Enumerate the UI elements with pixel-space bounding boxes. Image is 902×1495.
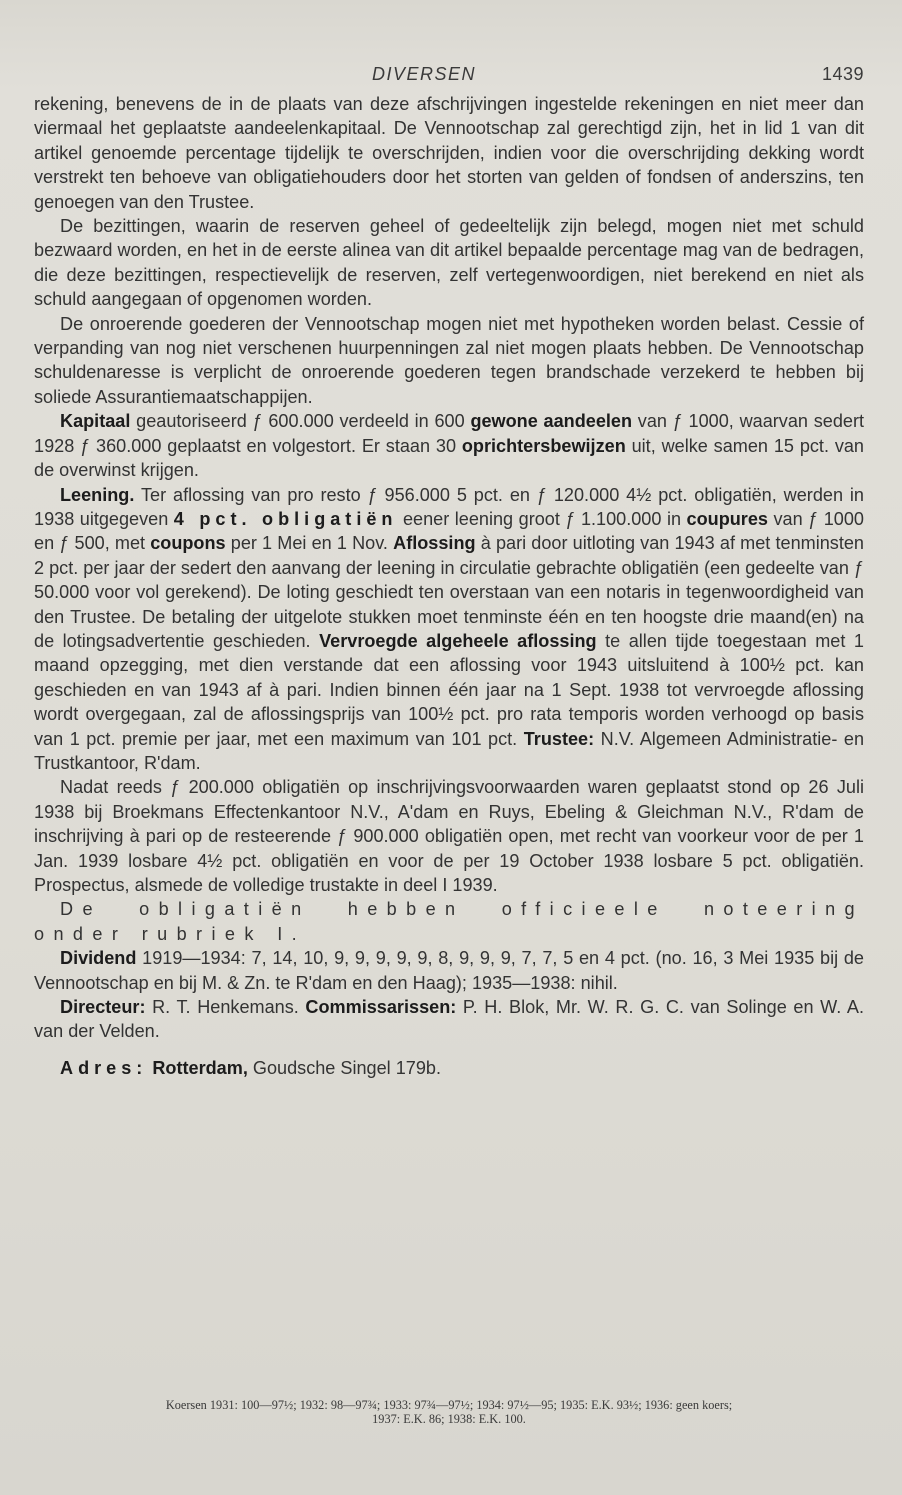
price-footnote [34,1398,864,1426]
loan-text-5: à pari door uitloting van 1943 af met tenminsten 2 pct. per jaar der sedert den aanvang der leening in circulatie gebrachte obligatiën (een gedeelte van ƒ 50.000 voor vol gerekend). De loting geschiedt ten overstaan van een notaris in tegenwoordigheid van den Trustee. De betaling der uitgelote stukken moet tenminste één en ten hoogste drie maand(en) na de lotingsadvertentie geschieden. [34,533,864,651]
loan-text-4: per 1 Mei en 1 Nov. [225,533,394,554]
paragraph-real-estate: De onroerende goederen der Vennootschap mogen niet met hypotheken worden belast. Cessie of verpanding van nog niet verschenen huurpenningen zal niet mogen plaats hebben. De Vennootschap schuldenaresse is verplicht de onroerende goederen tegen brandschade verzekerd te hebben bij soliede Assurantiemaatschappijen. [34,313,864,407]
loan-text-3: van ƒ 1000 en ƒ 500, met [34,508,864,554]
capital-text-3: uit, welke samen 15 pct. van de overwinst krijgen. [34,435,864,481]
loan-text-1: Ter aflossing van pro resto ƒ 956.000 5 pct. en ƒ 120.000 4½ pct. obligatiën, werden in 1938 uitgegeven [34,484,864,529]
trustee-label: Trustee: [523,728,595,749]
director-label: Directeur: [60,997,146,1018]
redemption-term: Aflossing [393,533,476,554]
bonds-term: 4 pct. obligatiën [173,508,398,529]
loan-text-7: N.V. Algemeen Administratie- en Trustkantoor, R'dam. [34,728,865,773]
footnote-line-1: Koersen 1931: 100—97½; 1932: 98—97¾; 1933: 97¾—97½; 1934: 97½—95; 1935: E.K. 93½; 1936: geen koers; [165,1398,733,1412]
commissioners-text: P. H. Blok, Mr. W. R. G. C. van Solinge en W. A. van der Velden. [34,997,864,1042]
paragraph-loan [34,483,864,776]
coupons-term: coupons [150,533,226,554]
paragraph-reserves: De bezittingen, waarin de reserven geheel of gedeeltelijk zijn belegd, mogen niet met schuld bezwaard worden, en het in de eerste alinea van dit artikel bepaalde percentage mag van de bedragen, die deze bezittingen, respectievelijk de reserven, zelf vertegenwoordigen, niet berekend en niet als schuld aangegaan of opgenomen worden. [34,216,864,310]
founders-shares-term: oprichtersbewijzen [461,435,626,456]
capital-text-2: van ƒ 1000, waarvan sedert 1928 ƒ 360.000 geplaatst en volgestort. Er staan 30 [34,411,864,456]
director-text: R. T. Henkemans. [145,997,306,1018]
address-label: Adres: [60,1057,148,1078]
paragraph-capital [34,409,864,482]
dividend-text: 1919—1934: 7, 14, 10, 9, 9, 9, 9, 9, 8, 9, 9, 9, 7, 7, 5 en 4 pct. (no. 16, 3 Mei 1935 bij de Vennootschap en bij M. & Zn. te R'dam en den Haag); 1935—1938: nihil. [34,948,864,993]
paragraph-address [34,1056,864,1080]
paragraph-subscription: Nadat reeds ƒ 200.000 obligatiën op inschrijvingsvoorwaarden waren geplaatst stond op 26 Juli 1938 bij Broekmans Effectenkantoor N.V., A'dam en Ruys, Ebeling & Gleichman N.V., R'dam de inschrijving à pari op de resteerende ƒ 900.000 obligatiën open, met recht van voorkeur voor de per 1 Jan. 1939 losbare 4½ pct. obligatiën en voor de per 19 October 1938 losbare 5 pct. obligatiën. Prospectus, alsmede de volledige trustakte in deel I 1939. [34,777,864,895]
loan-text-2: eener leening groot ƒ 1.100.000 in [397,508,687,529]
paragraph-continuation: rekening, benevens de in de plaats van deze afschrijvingen ingestelde rekeningen en niet meer dan viermaal het geplaatste aandeelenkapitaal. De Vennootschap zal gerechtigd zijn, het in lid 1 van dit artikel genoemde percentage tijdelijk te overschrijden, indien voor die overschrijding dekking wordt verstrekt ten behoeve van obligatiehouders door het storten van gelden of fondsen of anderszins, ten genoegen van den Trustee. [34,94,864,212]
footnote-line-2: 1937: E.K. 86; 1938: E.K. 100. [372,1412,526,1426]
paragraph-listing: De obligatiën hebben officieele noteering onder rubriek I. [34,899,864,944]
early-redemption-term: Vervroegde algeheele aflossing [319,630,597,651]
paragraph-dividend [34,946,864,995]
running-title: DIVERSEN [372,64,477,84]
commissioners-label: Commissarissen: [305,997,457,1018]
loan-label: Leening. [60,484,135,505]
paragraph-management [34,995,864,1044]
capital-label: Kapitaal [60,411,131,432]
page-number: 1439 [821,64,864,84]
coupures-term: coupures [686,508,768,529]
address-city: Rotterdam, [152,1057,248,1078]
loan-text-6: te allen tijde toegestaan met 1 maand opzegging, met dien verstande dat een aflossing voor 1943 uitsluitend à 100½ pct. kan geschieden en van 1943 af à pari. Indien binnen één jaar na 1 Sept. 1938 tot vervroegde aflossing wordt overgegaan, zal de aflossingsprijs van 100½ pct. pro rata temporis worden verhoogd op basis van 1 pct. premie per jaar, met een maximum van 101 pct. [34,630,864,749]
body-text [34,92,864,1080]
dividend-label: Dividend [60,948,137,969]
capital-text-1: geautoriseerd ƒ 600.000 verdeeld in 600 [130,411,471,432]
address-text: Goudsche Singel 179b. [247,1057,441,1078]
running-header [32,56,864,92]
ordinary-shares-term: gewone aandeelen [470,411,633,432]
